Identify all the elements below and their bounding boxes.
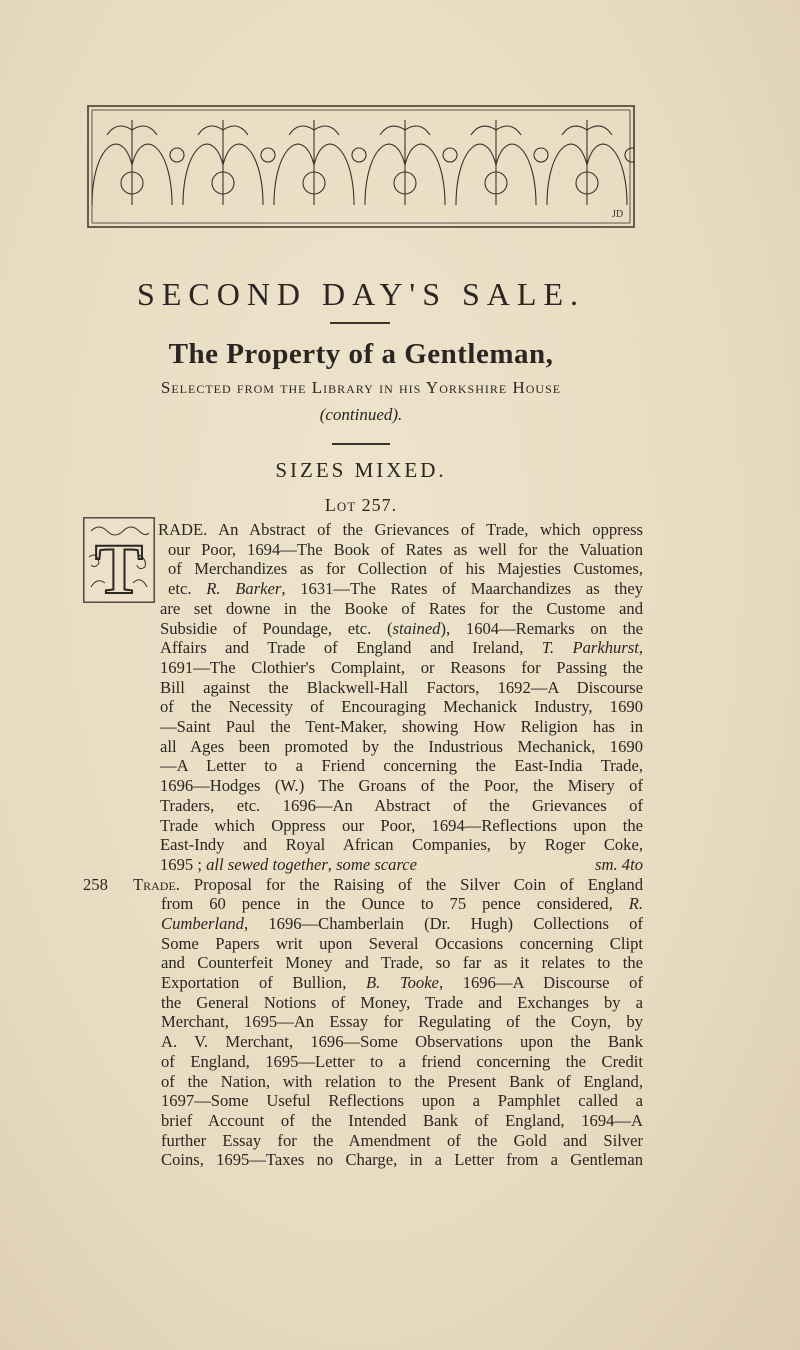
ornament-scroll [547, 120, 627, 205]
text-group [160, 855, 417, 875]
text-segment: Cumberland [161, 913, 244, 933]
description-line [160, 737, 643, 757]
text-segment: —A Letter to a Friend concerning the East-India Trade, [160, 756, 643, 776]
description-line [161, 953, 643, 973]
text-segment: stained [392, 618, 441, 638]
description-line [161, 914, 643, 934]
description-line [160, 796, 643, 816]
text-segment: of the Nation, with relation to the Present Bank of England, [161, 1071, 643, 1091]
text-segment: of Merchandizes as for Collection of his Majesties Customes, [168, 559, 643, 579]
section-heading: SIZES MIXED. [275, 458, 447, 482]
text-segment: all Ages been promoted by the Industrious Mechanick, 1690 [160, 736, 643, 756]
ornament-scroll [92, 120, 172, 205]
description-line [161, 1091, 643, 1111]
description-line [161, 973, 643, 993]
text-segment: , 1631—The Rates of Maarchandizes as they [281, 579, 643, 599]
text-segment: from 60 pence in the Ounce to 75 pence considered, [161, 894, 629, 914]
ornament-flower [443, 148, 457, 162]
text-segment: A. V. Merchant, 1696—Some Observations upon the Bank [161, 1032, 643, 1052]
text-segment: the General Notions of Money, Trade and Exchanges by a [161, 992, 643, 1012]
text-segment: —Saint Paul the Tent-Maker, showing How Religion has in [160, 717, 643, 736]
text-segment: , 1696—A Discourse of [438, 973, 643, 993]
description-line [160, 776, 643, 796]
description-line [161, 1032, 643, 1052]
text-segment: 1697—Some Useful Reflections upon a Pamphlet called a [161, 1091, 643, 1111]
description-line [133, 875, 643, 895]
text-segment: and Counterfeit Money and Trade, so far as it relates to the [161, 953, 643, 973]
text-segment: ), 1604—Remarks on the [440, 618, 643, 638]
text-segment: Exportation of Bullion, [161, 973, 366, 993]
text-segment: of the Necessity of Encouraging Mechanick Industry, 1690 [160, 697, 643, 717]
description-line [160, 678, 643, 698]
lot-heading: Lot 257. [324, 495, 398, 515]
lot-number: 258 [83, 874, 108, 894]
decorative-header-ornament [87, 105, 635, 228]
text-segment: etc. [168, 579, 207, 599]
divider [332, 443, 390, 445]
description-line [161, 993, 643, 1013]
ornament-flower [534, 148, 548, 162]
description-line [160, 658, 643, 678]
description-line [160, 619, 643, 639]
text-segment: Affairs and Trade of England and Ireland, [160, 638, 542, 658]
description-line [161, 1012, 643, 1032]
collection-subtitle: Selected from the Library in his Yorkshire House [160, 378, 562, 397]
description-line [168, 540, 643, 560]
description-line [161, 894, 643, 914]
description-line [160, 599, 643, 619]
ornament-flower [170, 148, 184, 162]
text-segment: East-Indy and Royal African Companies, by Roger Coke, [160, 835, 643, 855]
description-line [168, 559, 643, 579]
description-line [160, 816, 643, 836]
text-segment: , [327, 854, 337, 874]
description-line [161, 1131, 643, 1151]
text-segment: An Abstract of the Grievances of Trade, which oppress [207, 520, 643, 539]
text-segment: T. Parkhurst [541, 638, 639, 658]
description-line [160, 855, 643, 875]
divider [330, 322, 390, 324]
description-line [168, 579, 643, 599]
continued-note: (continued). [319, 405, 403, 424]
text-segment: our Poor, 1694—The Book of Rates as well for the Valuation [168, 539, 643, 559]
description-line [161, 1052, 643, 1072]
decorative-dropcap [83, 517, 155, 603]
description-line [160, 756, 643, 776]
description-line [161, 1111, 643, 1131]
text-segment: further Essay for the Amendment of the Gold and Silver [161, 1130, 643, 1150]
text-segment: are set downe in the Booke of Rates for the Custome and [160, 598, 643, 618]
text-segment: Bill against the Blackwell-Hall Factors, 1692—A Discourse [160, 677, 643, 697]
ornament-flower [352, 148, 366, 162]
text-segment: Proposal for the Raising of the Silver Coin of England [179, 874, 643, 894]
text-segment: Some Papers writ upon Several Occasions concerning Clipt [161, 933, 643, 953]
description-line [158, 520, 643, 540]
text-segment: all sewed together [206, 854, 328, 874]
book-size: sm. 4to [595, 854, 643, 874]
description-line [160, 835, 643, 855]
text-segment: of England, 1695—Letter to a friend concerning the Credit [161, 1051, 643, 1071]
description-line [160, 717, 643, 737]
text-segment: Subsidie of Poundage, etc. ( [160, 618, 393, 638]
text-segment: Coins, 1695—Taxes no Charge, in a Letter from a Gentleman [161, 1150, 643, 1170]
text-segment: 1695 ; [160, 854, 207, 874]
description-line [161, 1150, 643, 1170]
description-line [161, 934, 643, 954]
text-segment: brief Account of the Intended Bank of England, 1694—A [161, 1110, 643, 1130]
svg-text:JD: JD [612, 209, 624, 220]
collection-title: The Property of a Gentleman, [168, 338, 554, 370]
ornament-scroll [365, 120, 445, 205]
text-segment: Trade. [133, 874, 180, 894]
text-segment: , [638, 638, 643, 658]
text-segment: 1691—The Clothier's Complaint, or Reasons for Passing the [160, 657, 643, 677]
text-segment: 1696—Hodges (W.) The Groans of the Poor, the Misery of [160, 776, 643, 796]
text-segment: R. Barker [206, 579, 282, 599]
text-segment: Merchant, 1695—An Essay for Regulating of the Coyn, by [161, 1012, 643, 1032]
description-line [160, 697, 643, 717]
text-segment: some scarce [336, 854, 418, 874]
text-segment: RADE. [158, 520, 208, 539]
dropcap-letter: T [94, 529, 144, 603]
text-segment: Trade which Oppress our Poor, 1694—Reflections upon the [160, 815, 643, 835]
text-segment: Traders, etc. 1696—An Abstract of the Grievances of [160, 795, 643, 815]
ornament-scroll [274, 120, 354, 205]
text-segment: B. Tooke [365, 973, 439, 993]
description-line [160, 638, 643, 658]
text-segment: , 1696—Chamberlain (Dr. Hugh) Collections of [243, 913, 643, 933]
ornament-scroll [183, 120, 263, 205]
description-line [161, 1072, 643, 1092]
page-title: SECOND DAY'S SALE. [137, 276, 585, 312]
text-segment: R. [628, 894, 643, 914]
ornament-flower [261, 148, 275, 162]
ornament-scroll [456, 120, 536, 205]
